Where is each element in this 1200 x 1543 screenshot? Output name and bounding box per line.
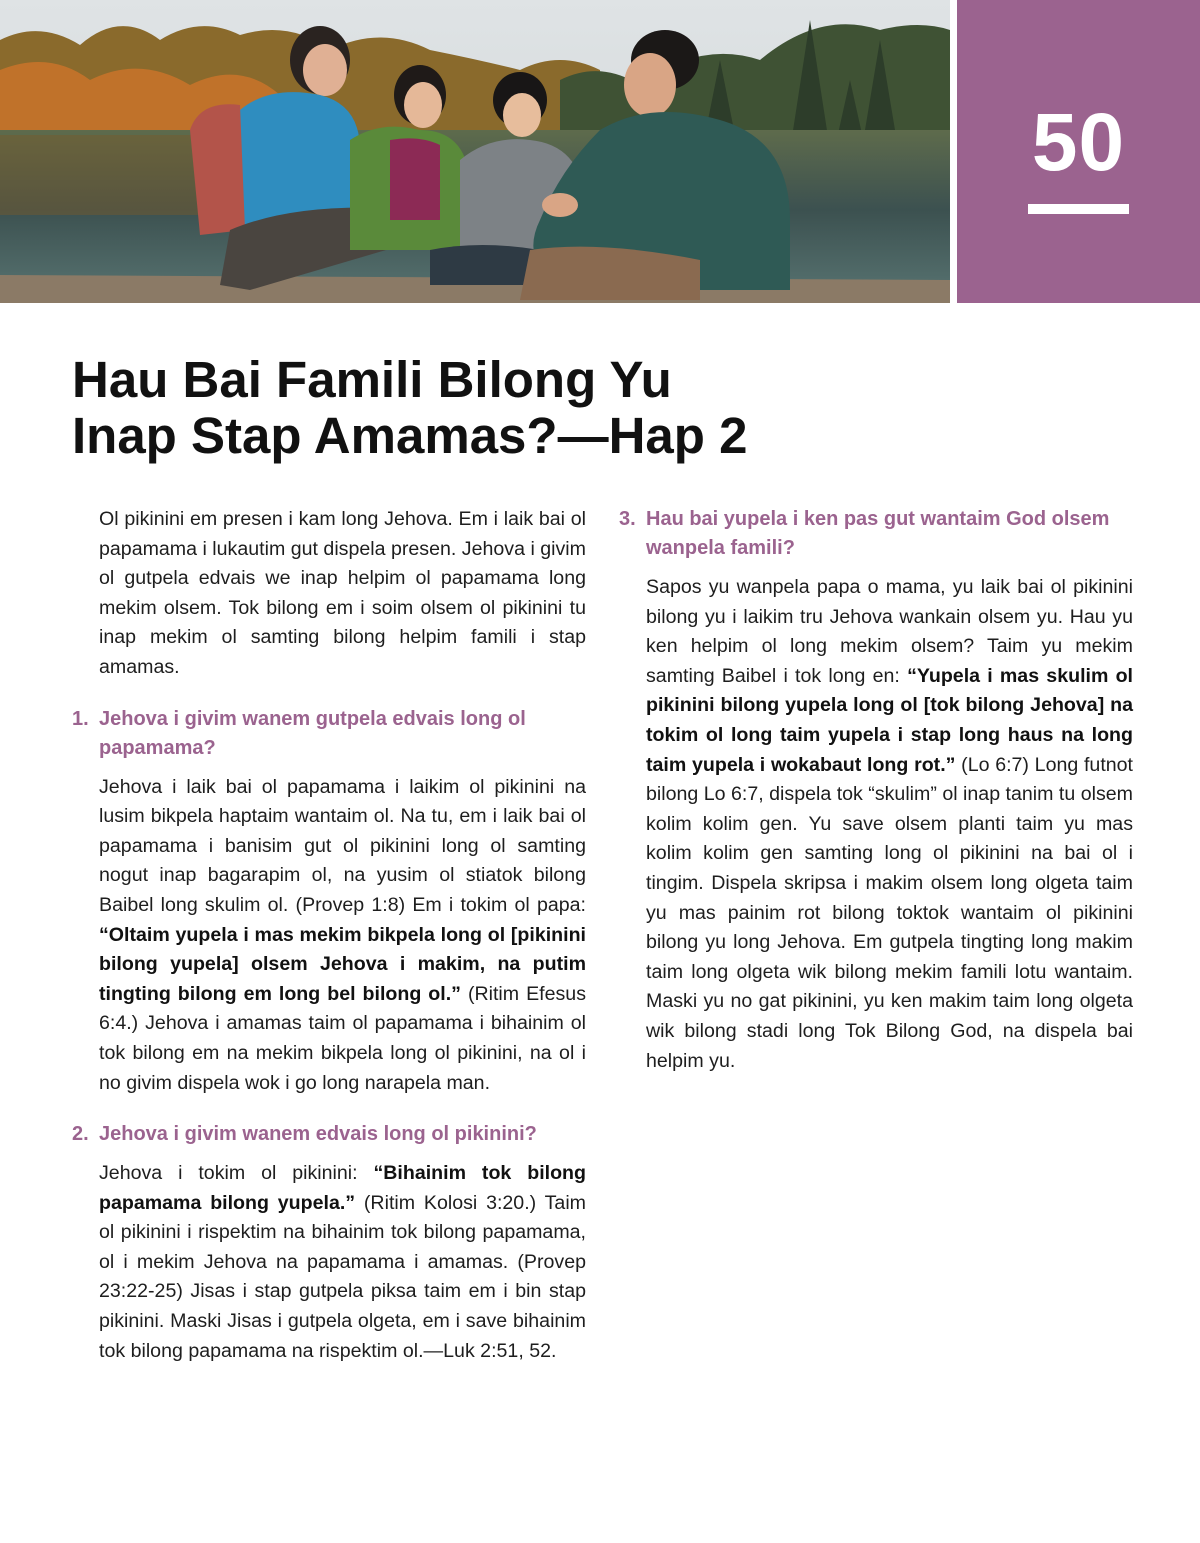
header-photo [0,0,950,303]
section-3-number: 3. [619,508,636,530]
title-line-1: Hau Bai Famili Bilong Yu [72,351,672,408]
section-3-quote: “Yupela i mas skulim ol pikinini bilong yupela long ol [tok bilong Jehova] na tokim ol long taim yupela i stap long haus na long taim yupela i wokabaut long rot.” [646,664,1133,776]
right-column [619,505,1133,1076]
section-3-question: Hau bai yupela i ken pas gut wantaim God olsem wanpela famili? [646,508,1110,559]
section-2-question: Jehova i givim wanem edvais long ol pikinini? [99,1123,537,1146]
intro-paragraph: Ol pikinini em presen i kam long Jehova. Em i laik bai ol papamama i lukautim gut dispela presen. Jehova i givim ol gutpela edvais we inap helpim ol papamama long mekim olsem. Tok bilong em i soim olsem ol pikinini tu inap mekim ol samting bilong helpim famili i stap amamas. [99,508,586,678]
section-1-text-after: (Ritim Efesus 6:4.) Jehova i amamas taim ol papamama i bihainim ol tok bilong em na mekim bikpela long ol pikinini, na ol i no givim dispela wok i go long narapela man. [99,982,586,1094]
section-3-text-after: (Lo 6:7) Long futnot bilong Lo 6:7, dispela tok “skulim” ol inap tanim tu olsem kolim kolim gen. Yu save olsem planti taim yu mas kolim kolim gen samting long ol pikinini na bai ol i tingim. Dispela skripsa i makim olsem long olgeta taim yu mas painim rot bilong toktok wantaim ol pikinini bilong yu long Jehova. Em gutpela tingting long makim taim long olgeta wik bilong mekim famili lotu wantaim. Maski yu no gat pikinini, yu ken makim taim long olgeta wik bilong stadi long Tok Bilong God, na dispela bai helpim yu. [646,753,1133,1072]
section-1-number: 1. [72,707,89,730]
section-2-heading [72,1120,586,1149]
section-3-text-before: Sapos yu wanpela papa o mama, yu laik bai ol pikinini bilong yu i laikim tru Jehova wankain olsem yu. Hau yu ken helpim ol long mekim olsem? Taim yu mekim samting Baibel i tok long en: [646,576,1133,687]
section-2-paragraph [72,1159,586,1366]
section-2-text-before: Jehova i tokim ol pikinini: [99,1162,374,1185]
section-2-text-after: (Ritim Kolosi 3:20.) Taim ol pikinini i rispektim na bihainim tok bilong papamama, ol i mekim Jehova na papamama i amamas. (Provep 23:22-25) Jisas i stap gutpela piksa taim em i bin stap pikinini. Maski Jisas i gutpela olgeta, em i save bihainim tok bilong papamama na rispektim ol.—Luk 2:51, 52. [99,1191,586,1362]
section-2-number: 2. [72,1123,89,1146]
family-by-lake-illustration [0,0,950,303]
section-1-heading [72,705,586,763]
section-1-paragraph [72,773,586,1099]
title-line-2: Inap Stap Amamas?—Hap 2 [72,407,748,464]
page-title [72,352,892,464]
section-2-quote: “Bihainim tok bilong papamama bilong yupela.” [99,1162,586,1214]
chapter-number: 50 [1031,97,1126,188]
chapter-number-box [957,0,1200,303]
section-1-text-before: Jehova i laik bai ol papamama i laikim ol pikinini na lusim bikpela haptaim wantaim ol. Na tu, em i laik bai ol papamama i banisim gut ol pikinini long ol samting nogut inap bagarapim ol, na yusim ol stiatok bilong Baibel long skulim ol. (Provep 1:8) Em i tokim ol papa: [99,775,586,916]
section-3-heading [619,505,1133,563]
section-3-paragraph [619,573,1133,1076]
chapter-number-underline [1028,204,1129,214]
left-column [72,505,586,1366]
section-1-quote: “Oltaim yupela i mas mekim bikpela long ol [pikinini bilong yupela] olsem Jehova i makim, na putim tingting bilong em long bel bilong ol.” [99,923,586,1005]
section-1-question: Jehova i givim wanem gutpela edvais long ol papamama? [99,707,526,759]
